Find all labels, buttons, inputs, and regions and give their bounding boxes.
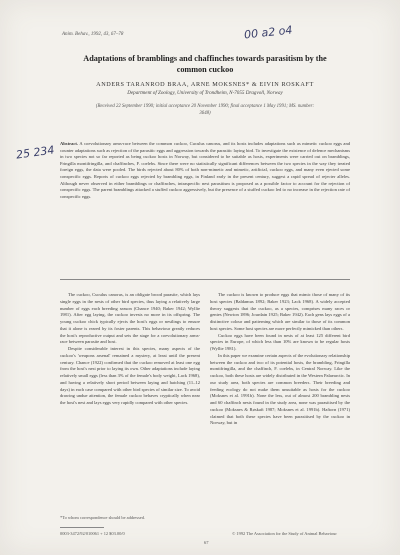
copyright-notice: © 1992 The Association for the Study of Animal Behaviour xyxy=(232,531,337,536)
body-paragraph: The cuckoo, Cuculus canorus, is an obligate brood parasite, which lays single eggs in the nests of other bird species, thus laying a relatively large number of eggs each breeding season (Chance 1940; Baker 1942; Wyllie 1981). After egg laying, the cuckoo invests no more in its offspring. The young cuckoo chick typically ejects the host's eggs or nestlings to ensure that it alone is reared by its foster parents. This behaviour greatly reduces the host's reproductive output and sets the stage for a coevolutionary arms-race between parasite and host. xyxy=(60,292,200,345)
body-paragraph: Despite considerable interest in this species, many aspects of the cuckoo's 'weapons arsenal' remained a mystery, at least until the present century. Chance (1922) confirmed that the cuckoo removed at least one egg from the host's nest prior to laying its own. Other adaptations include laying relatively small eggs (less than 3% of the female's body weight, Lack 1968), and having a relatively short period between laying and hatching (11–12 days) in each case compared with other bird species of similar size. To avoid drawing undue attention, the female cuckoo behaves cryptically when near the host's nest and lays eggs very rapidly compared with other species. xyxy=(60,346,200,405)
page-number: 67 xyxy=(204,540,209,545)
article-title: Adaptations of bramblings and chaffinches towards parasitism by the common cuckoo xyxy=(83,54,327,74)
handwritten-annotation-side: 25 234 xyxy=(15,143,56,162)
abstract xyxy=(60,141,350,200)
abstract-text: A coevolutionary arms-race between the common cuckoo, Cuculus canorus, and its hosts includes adaptations such as mimetic cuckoo eggs and counter adaptations such as rejection of the parasitic eggs and aggression towards the parasitic laying bird. To investigate the existence of defence mechanisms in two species not so far reported as being cuckoo hosts in Norway, but considered to be suitable as hosts, experiments were carried out on bramblings, Fringilla montifringilla, and chaffinches, F. coelebs. Since there were no statistically significant differences between the two species in the way they treated foreign eggs, the data were pooled. The birds rejected about 80% of both non-mimetic and mimetic, artificial, cuckoo eggs, and many even ejected some conspecific eggs. Reports of cuckoo eggs rejected by brambling eggs, in Finland early in the present century, suggest a rapid spread of rejecter alleles. Although never observed in either bramblings or chaffinches, intraspecific nest parasitism is proposed as a possible factor to account for the rejection of conspecific eggs. The parent bramblings attacked a stuffed cuckoo aggressively, but the presence of a stuffed cuckoo led to no increase in the rejection rate of conspecific eggs. xyxy=(60,141,350,199)
received-dates: (Received 22 September 1990; initial acceptance 20 November 1990; final acceptance 1 May 1991; MS. number: 3648) xyxy=(95,104,315,116)
section-divider xyxy=(60,279,350,280)
body-paragraph: The cuckoo is known to produce eggs that mimic those of many of its host species (Baldamus 1892; Baker 1923; Lack 1968). A widely accepted theory suggests that the cuckoo, as a species, comprises many races or gentes (Newton 1896; Jourdain 1925; Baker 1942). Each gens lays eggs of a distinctive colour and patterning which are similar to those of its common host species. Some host species are more perfectly mimicked than others. xyxy=(210,292,350,331)
body-paragraph: Cuckoo eggs have been found in nests of at least 125 different bird species in Europe, of which less than 10% are known to be regular hosts (Wyllie 1981). xyxy=(210,332,350,351)
journal-reference: Anim. Behav., 1992, 43, 67–78 xyxy=(62,32,124,37)
footnote: *To whom correspondence should be addressed. xyxy=(60,515,146,520)
abstract-label: Abstract. xyxy=(60,141,79,146)
handwritten-annotation-top: 00 a2 o4 xyxy=(243,23,294,42)
body-paragraph: In this paper we examine certain aspects of the evolutionary relationship between the cuckoo and two of its potential hosts, the brambling, Fringilla montifringilla, and the chaffinch, F. coelebs, in Central Norway. Like the cuckoo, both these hosts are widely distributed in the Western Palaearctic. In our study area, both species are common breeders. Their breeding and feeding ecology do not make them unsuitable as hosts for the cuckoo (Moksnes et al. 1991b). None the less, out of almost 200 brambling nests and 60 chaffinch nests found in the study area, none was parasitised by the cuckoo (Moksnes & Røskaft 1987; Moksnes et al. 1991b). Haftorn (1971) claimed that both these species have been parasitised by the cuckoo in Norway, but in xyxy=(210,352,350,426)
author-affiliation: Department of Zoology, University of Trondheim, N-7055 Dragvoll, Norway xyxy=(127,90,283,96)
body-column-right xyxy=(210,292,350,427)
body-column-left xyxy=(60,292,200,407)
footnote-divider xyxy=(60,527,104,528)
article-code: 0003-3472/92/010061 + 12 $03.00/0 xyxy=(60,531,125,536)
author-list: ANDERS TARANROD BRAA, ARNE MOKSNES* & EIVIN ROSKAFT xyxy=(96,81,314,88)
